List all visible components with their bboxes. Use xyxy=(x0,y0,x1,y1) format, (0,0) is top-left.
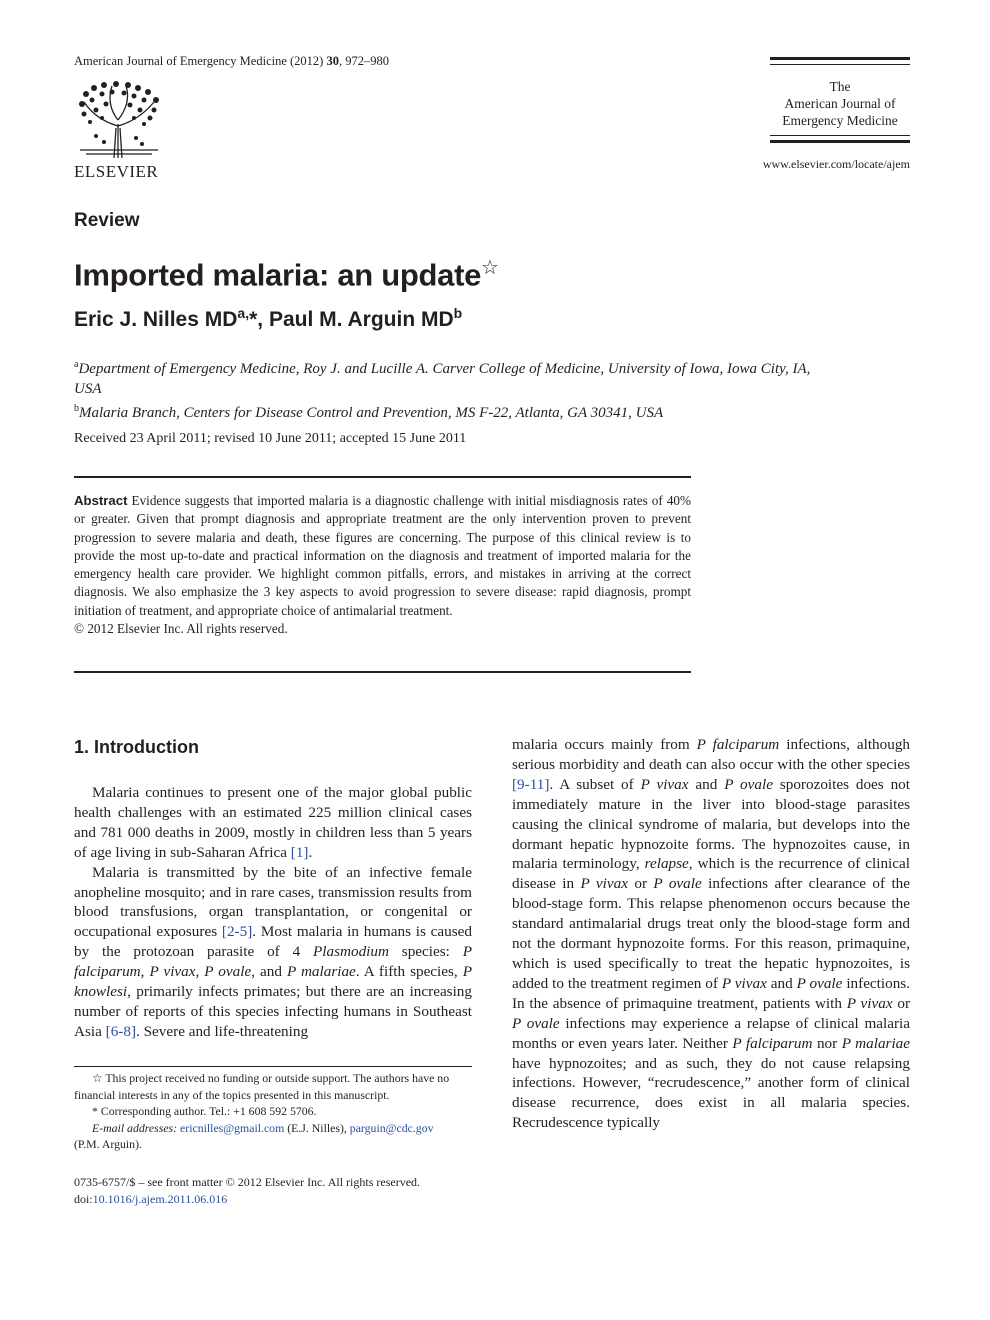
author-name[interactable]: Eric J. Nilles MD xyxy=(74,308,238,331)
elsevier-tree-logo xyxy=(74,80,164,158)
author-list: Eric J. Nilles $MD^{a,}*$, Paul M. Arguin $MD^b$ xyxy=(74,305,463,331)
abstract-label: Abstract xyxy=(74,493,128,508)
right-column xyxy=(512,735,910,1133)
abstract-top-rule xyxy=(74,476,691,478)
left-column xyxy=(74,735,472,1042)
citation-link[interactable]: [2-5] xyxy=(221,923,253,941)
front-matter xyxy=(74,1174,472,1208)
abstract xyxy=(74,492,691,638)
footnote-rule xyxy=(74,1066,472,1067)
email-footnote-owner: (P.M. Arguin). xyxy=(74,1137,142,1151)
email-link[interactable]: ericnilles@gmail.com xyxy=(180,1120,285,1135)
title-footnote-mark[interactable]: ☆ xyxy=(481,257,499,279)
citation-link[interactable]: [9-11] xyxy=(512,775,550,793)
email-link[interactable]: parguin@cdc.gov xyxy=(349,1120,434,1135)
issn-line: 0735-6757/$ – see front matter © 2012 Elsevier Inc. All rights reserved. xyxy=(74,1175,421,1189)
journal-mark-rule xyxy=(770,64,910,65)
journal-mark-rule xyxy=(770,135,910,136)
funding-footnote: ☆ This project received no funding or outside support. The authors have no financial interests in any of the topics presented in this manuscript. xyxy=(74,1071,450,1102)
footnotes xyxy=(74,1070,472,1153)
journal-name-line: The xyxy=(829,79,851,94)
copyright: © 2012 Elsevier Inc. All rights reserved. xyxy=(74,621,288,637)
affiliations xyxy=(74,355,834,424)
corresponding-footnote: * Corresponding author. Tel.: +1 608 592 5706. xyxy=(92,1104,317,1118)
journal-name-mark xyxy=(770,78,910,129)
author-name[interactable]: Paul M. Arguin MD xyxy=(268,308,454,331)
publisher-wordmark: ELSEVIER xyxy=(74,162,159,181)
article-title: Imported malaria: an update☆ xyxy=(74,257,499,293)
affiliation: $^a$Department of Emergency Medicine, Roy J. and Lucille A. Carver College of Medicine, University of Iowa, Iowa City, IA, USA xyxy=(74,359,811,397)
corresponding-mark[interactable]: * xyxy=(249,308,258,331)
paragraph: malaria occurs mainly from P falciparum infections, although serious morbidity and death can also occur with the other species [9-11]. A subset of P vivax and P ovale sporozoites does not immediately mature in the liver into blood-stage parasites causing the clinical syndrome of malaria, but develops into the dormant hepatic hypnozoite forms. The hypnozoites cause, in malaria terminology, relapse, which is the recurrence of clinical disease in P vivax or P ovale infections after clearance of the blood-stage form. This relapse phenomenon occurs because the standard antimalarial drugs treat only the blood-stage form and not the dormant hypnozoite forms. For this reason, primaquine, which is used specifically to treat the hepatic hypnozoites, is added to the treatment regimen of P vivax and P ovale infections. In the absence of primaquine treatment, patients with P vivax or P ovale infections may experience a relapse of clinical malaria months or even years later. Neither P falciparum nor P malariae have hypnozoites; and as such, they do not cause relapsing infections. However, “recrudescence,” another form of clinical disease recurrence, does exist in all malaria species. Recrudescence typically xyxy=(512,736,911,1132)
affiliation: $^b$Malaria Branch, Centers for Disease Control and Prevention, MS F-22, Atlanta, GA 30341, USA xyxy=(74,403,664,421)
doi-line: doi:10.1016/j.ajem.2011.06.016 xyxy=(74,1192,228,1206)
paragraph: Malaria is transmitted by the bite of an infective female anopheline mosquito; and in rare cases, transmission results from blood transfusions, organ transplantation, or congenital or occupational exposures [2-5]. Most malaria in humans is caused by the protozoan parasite of 4 Plasmodium species: P falciparum, P vivax, P ovale, and P malariae. A fifth species, P knowlesi, primarily infects primates; but there are an increasing number of reports of this species infecting humans in Southeast Asia [6-8]. Severe and life-threatening xyxy=(74,863,473,1040)
journal-mark-rule xyxy=(770,140,910,143)
journal-url[interactable]: www.elsevier.com/locate/ajem xyxy=(762,157,910,171)
abstract-text: Evidence suggests that imported malaria is a diagnostic challenge with initial misdiagnosis rates of 40% or greater. Given that prompt diagnosis and appropriate treatment are the only intervention proven to prevent progression to severe malaria and death, these figures are concerning. The purpose of this clinical review is to provide the most up-to-date and practical information on the diagnosis and treatment of imported malaria for the emergency health care provider. We highlight common pitfalls, errors, and mistakes in arriving at the correct diagnosis. We also emphasize the 3 key aspects to avoid progression to severe disease: rapid diagnosis, prompt initiation of treatment, and appropriate choice of antimalarial treatment. xyxy=(74,493,691,618)
journal-name-line: Emergency Medicine xyxy=(782,113,898,128)
journal-name-line: American Journal of xyxy=(784,96,896,111)
article-section-type: Review xyxy=(74,210,140,231)
citation-link[interactable]: [1] xyxy=(290,843,309,861)
email-footnote: E-mail addresses: ericnilles@gmail.com (E.J. Nilles), parguin@cdc.gov xyxy=(92,1120,434,1135)
citation-link[interactable]: [6-8] xyxy=(105,1022,137,1040)
author-affiliation-mark[interactable]: b xyxy=(453,305,463,321)
section-heading: 1. Introduction xyxy=(74,737,199,757)
paragraph: Malaria continues to present one of the major global public health challenges with an estimated 225 million clinical cases and 781 000 deaths in 2009, mostly in children less than 5 years of age living in sub-Saharan Africa [1]. xyxy=(74,784,472,861)
abstract-bottom-rule xyxy=(74,671,691,673)
journal-citation: American Journal of Emergency Medicine (2012) 30, 972–980 xyxy=(74,54,389,68)
article-dates: Received 23 April 2011; revised 10 June 2011; accepted 15 June 2011 xyxy=(74,431,467,446)
journal-mark-rule xyxy=(770,57,910,60)
doi-link[interactable]: 10.1016/j.ajem.2011.06.016 xyxy=(92,1192,228,1206)
author-affiliation-mark[interactable]: a, xyxy=(237,305,250,321)
